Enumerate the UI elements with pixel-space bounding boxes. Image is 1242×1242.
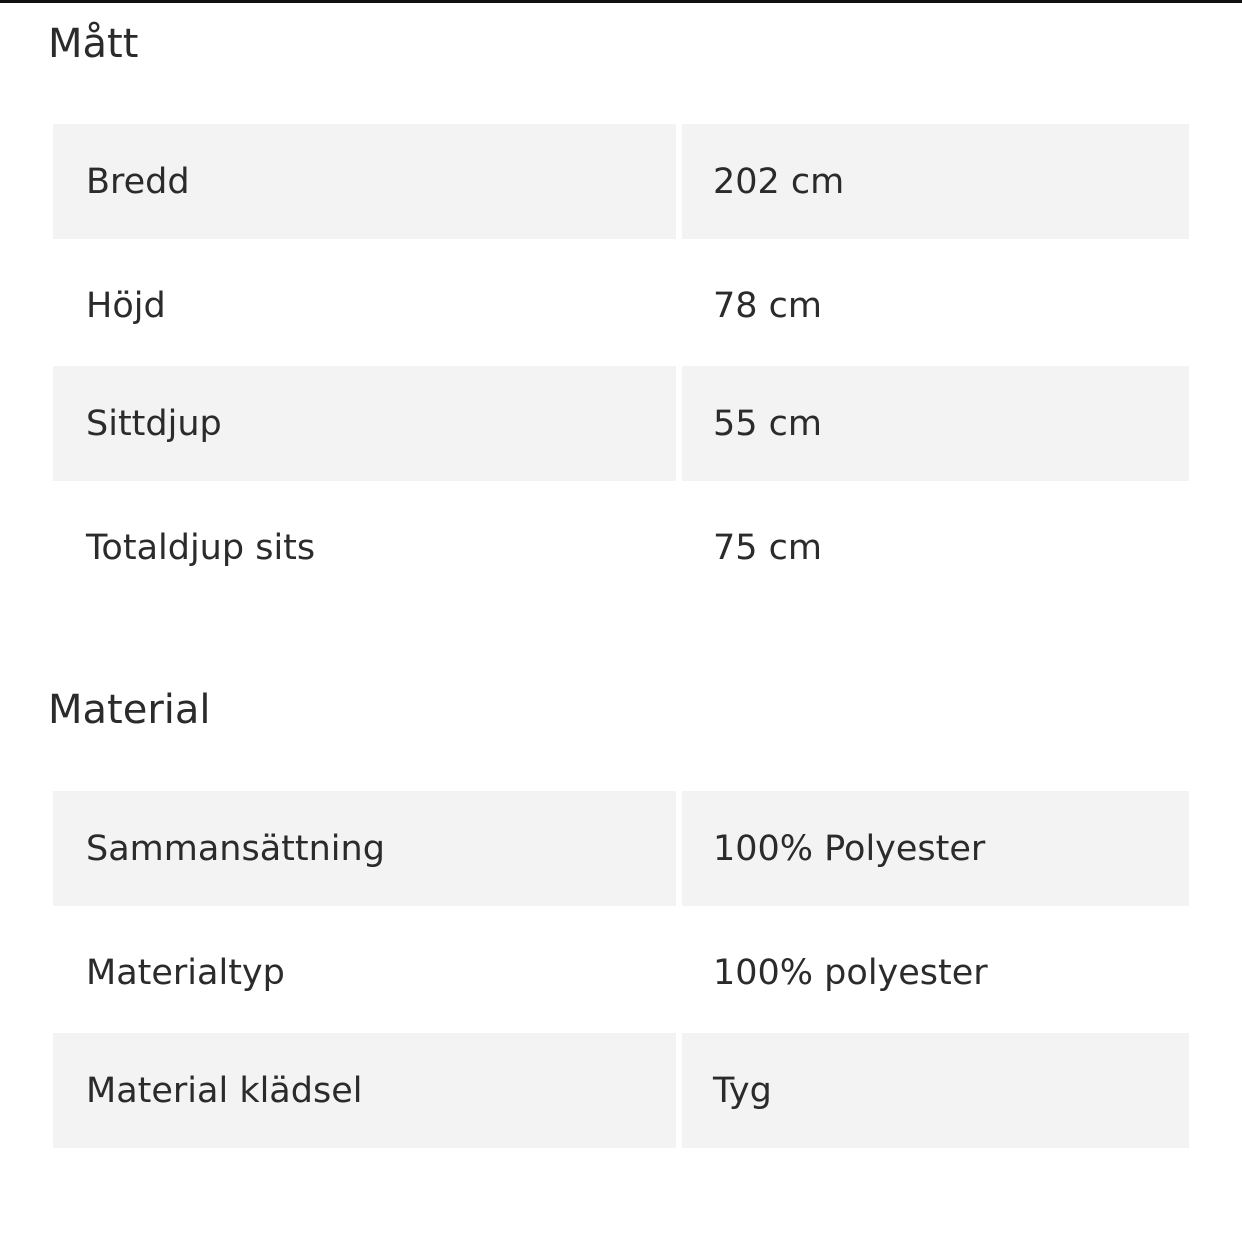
row-value: 100% Polyester: [682, 791, 1189, 906]
spec-table-material: [53, 791, 1189, 1154]
table-row: [53, 487, 1189, 608]
table-row: [53, 912, 1189, 1033]
row-label: Materialtyp: [86, 952, 285, 993]
row-value: Tyg: [682, 1033, 1189, 1148]
table-row: [53, 124, 1189, 245]
table-row: [53, 1033, 1189, 1154]
table-row: [53, 366, 1189, 487]
row-label: Sammansättning: [53, 791, 676, 906]
table-row: [53, 245, 1189, 366]
row-value: 78 cm: [713, 285, 822, 326]
table-row: [53, 791, 1189, 912]
top-divider: [0, 0, 1242, 3]
row-label: Material klädsel: [53, 1033, 676, 1148]
row-label: Bredd: [53, 124, 676, 239]
row-label: Höjd: [86, 285, 166, 326]
section-title-matt: Mått: [48, 21, 139, 67]
section-title-material: Material: [48, 687, 211, 733]
spec-table-matt: [53, 124, 1189, 608]
row-value: 202 cm: [682, 124, 1189, 239]
row-value: 100% polyester: [713, 952, 988, 993]
row-value: 55 cm: [682, 366, 1189, 481]
row-label: Totaldjup sits: [86, 527, 316, 568]
row-value: 75 cm: [713, 527, 822, 568]
row-label: Sittdjup: [53, 366, 676, 481]
